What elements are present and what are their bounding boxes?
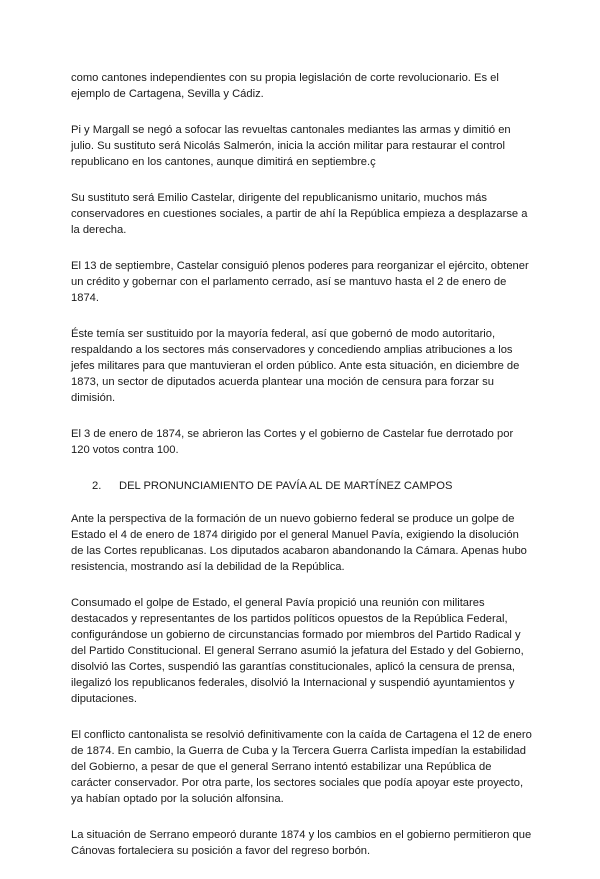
paragraph-3-enero: El 3 de enero de 1874, se abrieron las Cortes y el gobierno de Castelar fue derrotado por 120 votos contra 100. [71, 428, 514, 456]
document-page [71, 70, 533, 879]
paragraph-cantones: como cantones independientes con su propia legislación de corte revolucionario. Es el ejemplo de Cartagena, Sevilla y Cádiz. [71, 72, 499, 100]
paragraph-consumado-golpe: Consumado el golpe de Estado, el general Pavía propició una reunión con militares destacados y representantes de los partidos políticos opuestos de la República Federal, configurándose un gobierno de circunstancias formado por miembros del Partido Radical y del Partido Constitucional. El general Serrano asumió la jefatura del Estado y del Gobierno, disolvió las Cortes, suspendió las garantías constitucionales, aplicó la censura de prensa, ilegalizó los republicanos federales, disolvió la Internacional y suspendió ayuntamientos y diputaciones. [71, 597, 524, 705]
section-number: 2. [92, 480, 102, 492]
paragraph-conflicto-cantonalista: El conflicto cantonalista se resolvió definitivamente con la caída de Cartagena el 12 de enero de 1874. En cambio, la Guerra de Cuba y la Tercera Guerra Carlista impedían la estabilidad del Gobierno, a pesar de que el general Serrano intentó estabilizar una República de carácter conservador. Por otra parte, los sectores sociales que podía apoyar este proyecto, ya habían optado por la solución alfonsina. [71, 729, 532, 805]
paragraph-castelar-sustituto: Su sustituto será Emilio Castelar, dirigente del republicanismo unitario, muchos más conservadores en cuestiones sociales, a partir de ahí la República empieza a desplazarse a la derecha. [71, 192, 528, 236]
paragraph-pi-y-margall: Pi y Margall se negó a sofocar las revueltas cantonales mediantes las armas y dimitió en julio. Su sustituto será Nicolás Salmerón, inicia la acción militar para restaurar el control republicano en los cantones, aunque dimitirá en septiembre.ç [71, 124, 511, 168]
section-heading [71, 478, 533, 494]
section-title: DEL PRONUNCIAMIENTO DE PAVÍA AL DE MARTÍNEZ CAMPOS [119, 480, 453, 492]
paragraph-13-septiembre: El 13 de septiembre, Castelar consiguió plenos poderes para reorganizar el ejército, obtener un crédito y gobernar con el parlamento cerrado, así se mantuvo hasta el 2 de enero de 1874. [71, 260, 529, 304]
paragraph-situacion-serrano: La situación de Serrano empeoró durante 1874 y los cambios en el gobierno permitieron que Cánovas fortaleciera su posición a favor del regreso borbón. [71, 829, 532, 857]
paragraph-golpe-pavia: Ante la perspectiva de la formación de un nuevo gobierno federal se produce un golpe de Estado el 4 de enero de 1874 dirigido por el general Manuel Pavía, exigiendo la disolución de las Cortes republicanas. Los diputados acabaron abandonando la Cámara. Apenas hubo resistencia, mostrando así la debilidad de la República. [71, 513, 527, 573]
paragraph-gobierno-autoritario: Éste temía ser sustituido por la mayoría federal, así que gobernó de modo autoritario, respaldando a los sectores más conservadores y concediendo amplias atribuciones a los jefes militares para que mantuvieran el orden público. Ante esta situación, en diciembre de 1873, un sector de diputados acuerda plantear una moción de censura para forzar su dimisión. [71, 328, 520, 404]
